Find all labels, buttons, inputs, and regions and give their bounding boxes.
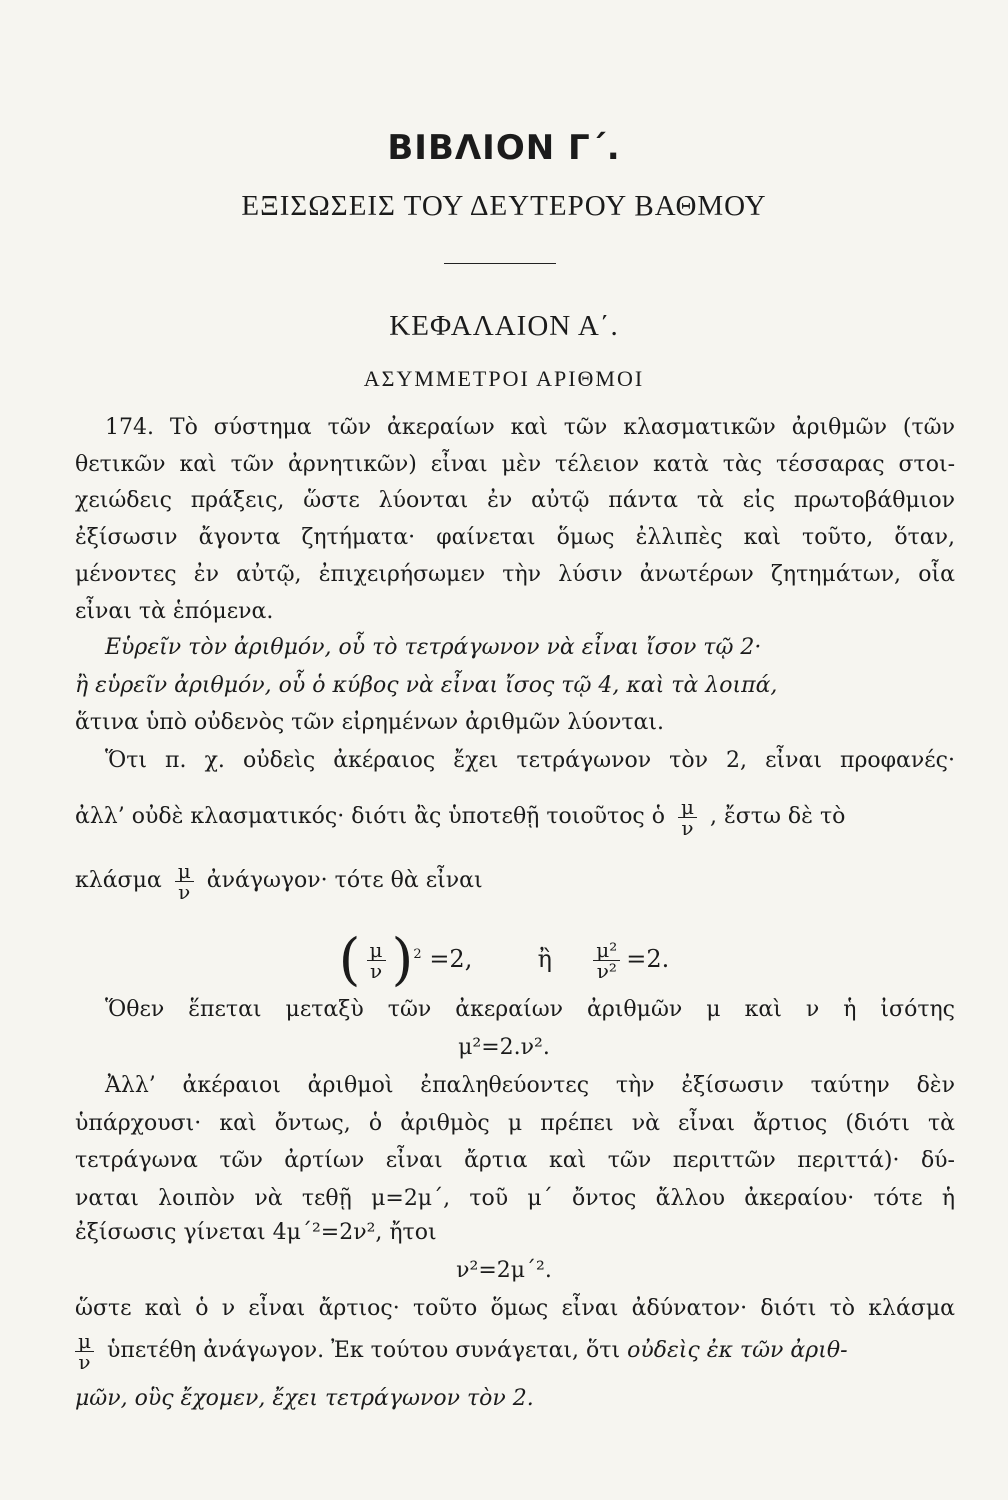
text-segment: κλάσμα [75, 868, 162, 893]
paragraph-line: Ὅθεν ἕπεται μεταξὺ τῶν ἀκεραίων ἀριθμῶν μ καὶ ν ἡ ἰσότης [105, 997, 955, 1022]
text-segment: οὐδεὶς ἐκ τῶν ἀριθ- [627, 1338, 848, 1363]
equation-or: ἢ [537, 945, 552, 973]
paragraph-line: θετικῶν καὶ τῶν ἀρνητικῶν) εἶναι μὲν τέλειον κατὰ τὰς τέσσαρας στοι- [75, 452, 955, 477]
fraction-mu-nu [367, 940, 386, 981]
fraction-numerator: μ [367, 940, 386, 961]
exponent: 2 [413, 947, 422, 962]
chapter-subtitle: ΑΣΥΜΜΕΤΡΟΙ ΑΡΙΘΜΟΙ [363, 366, 645, 391]
paragraph-line: Ὅτι π. χ. οὐδεὶς ἀκέραιος ἔχει τετράγωνον τὸν 2, εἶναι προφανές· [105, 748, 955, 773]
book-subtitle: ΕΞΙΣΩΣΕΙΣ ΤΟΥ ΔΕΥΤΕΡΟΥ ΒΑΘΜΟΥ [241, 190, 767, 222]
fraction-mu2-nu2 [593, 940, 620, 981]
paragraph-line: Ἀλλ’ ἀκέραιοι ἀριθμοὶ ἐπαληθεύοντες τὴν ἐξίσωσιν ταύτην δὲν [105, 1073, 955, 1098]
paragraph-line: εἶναι τὰ ἑπόμενα. [75, 599, 274, 624]
fraction-denominator: ν [178, 879, 191, 904]
paragraph-line: μένοντες ἐν αὐτῷ, ἐπιχειρήσωμεν τὴν λύσιν ἀνωτέρων ζητημάτων, οἷα [75, 562, 955, 587]
text-segment: , ἔστω δὲ τὸ [710, 804, 846, 829]
equation-line: μ²=2.ν². [458, 1035, 550, 1060]
fraction-mu-nu [678, 794, 697, 840]
equation-rhs: =2. [626, 945, 670, 973]
paragraph-line: ναται λοιπὸν νὰ τεθῇ μ=2μ΄, τοῦ μ΄ ὄντος ἄλλου ἀκεραίου· τότε ἡ [75, 1186, 955, 1211]
paragraph-line [75, 856, 945, 906]
equation-rhs: =2, [429, 945, 473, 973]
book-title: ΒΙΒΛΙΟΝ Γ΄. [387, 128, 621, 168]
paragraph-line [75, 1326, 955, 1376]
paragraph-line: 174. Τὸ σύστημα τῶν ἀκεραίων καὶ τῶν κλασματικῶν ἀριθμῶν (τῶν [105, 415, 955, 440]
fraction-numerator: μ [75, 1331, 94, 1352]
equation-block [0, 920, 1008, 993]
paragraph-line: χειώδεις πράξεις, ὥστε λύονται ἐν αὐτῷ πάντα τὰ εἰς πρωτοβάθμιον [75, 488, 955, 513]
text-segment: ὑπετέθη ἀνάγωγον. Ἐκ τούτου συνάγεται, ὅτι [107, 1338, 621, 1363]
paragraph-line: ἅτινα ὑπὸ οὐδενὸς τῶν εἰρημένων ἀριθμῶν λύονται. [75, 710, 664, 735]
paragraph-line: ἐξίσωσιν ἄγοντα ζητήματα· φαίνεται ὅμως ἐλλιπὲς καὶ τοῦτο, ὅταν, [75, 525, 955, 550]
paragraph-line: τετράγωνα τῶν ἀρτίων εἶναι ἄρτια καὶ τῶν περιττῶν περιττά)· δύ- [75, 1148, 955, 1173]
italic-line: ἢ εὑρεῖν ἀριθμόν, οὗ ὁ κύβος νὰ εἶναι ἴσος τῷ 4, καὶ τὰ λοιπά, [75, 673, 778, 698]
chapter-title: ΚΕΦΑΛΑΙΟΝ Α΄. [389, 310, 619, 342]
fraction-mu-nu [175, 858, 194, 904]
right-paren: ) [391, 927, 414, 993]
divider-rule [444, 263, 556, 264]
paragraph-line [75, 792, 945, 842]
paragraph-line: ὥστε καὶ ὁ ν εἶναι ἄρτιος· τοῦτο ὅμως εἶναι ἀδύνατον· διότι τὸ κλάσμα [75, 1296, 955, 1321]
fraction-mu-nu [75, 1328, 94, 1374]
left-paren: ( [338, 927, 361, 993]
paragraph-line: ἐξίσωσις γίνεται 4μ΄²=2ν², ἤτοι [75, 1220, 437, 1245]
fraction-denominator: ν [369, 959, 383, 983]
italic-line: μῶν, οὓς ἔχομεν, ἔχει τετράγωνον τὸν 2. [75, 1386, 534, 1411]
italic-line: Εὑρεῖν τὸν ἀριθμόν, οὗ τὸ τετράγωνον νὰ εἶναι ἴσον τῷ 2· [105, 635, 762, 660]
fraction-numerator: μ [678, 797, 697, 818]
paragraph-line: ὑπάρχουσι· καὶ ὄντως, ὁ ἀριθμὸς μ πρέπει νὰ εἶναι ἄρτιος (διότι τὰ [75, 1111, 955, 1136]
fraction-denominator: ν² [596, 959, 617, 983]
fraction-numerator: μ² [593, 940, 620, 961]
text-segment: ἀνάγωγον· τότε θὰ εἶναι [206, 868, 483, 893]
text-segment: ἀλλ’ οὐδὲ κλασματικός· διότι ἂς ὑποτεθῇ τοιοῦτος ὁ [75, 804, 665, 829]
fraction-denominator: ν [681, 815, 694, 840]
equation-line: ν²=2μ΄². [456, 1258, 552, 1283]
fraction-denominator: ν [78, 1349, 91, 1374]
fraction-numerator: μ [175, 861, 194, 882]
